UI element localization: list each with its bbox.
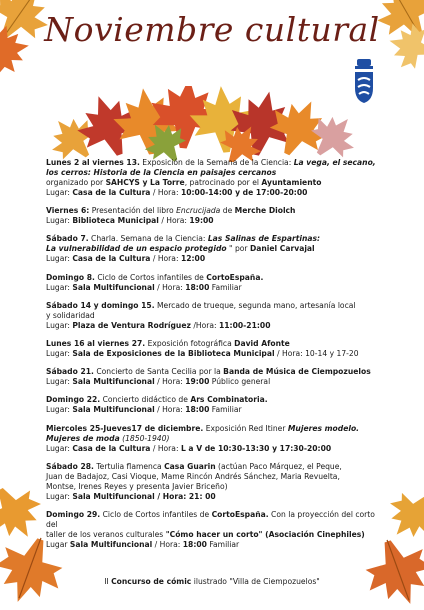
event-item [46, 234, 384, 264]
text-run: " por [226, 244, 250, 254]
text-run: (actúan Paco Márquez, el Peque, [215, 461, 342, 471]
text-run: Sala Multifuncional / Hora: 21: 00 [72, 491, 216, 501]
text-run: David Afonte [234, 338, 290, 348]
text-run: Casa de la Cultura [72, 254, 151, 264]
text-run: Merche Diolch [234, 206, 296, 216]
event-item [46, 367, 384, 387]
event-line [46, 492, 384, 502]
text-run: / Hora: 10-14 y 17-20 [274, 348, 359, 358]
text-run: los cerros: Historia de la Ciencia en paisajes cercanos [46, 168, 277, 177]
text-run: / Hora: [154, 405, 186, 415]
text-run: Lugar: [46, 443, 73, 453]
text-run: 10:00-14:00 y de 17:00-20:00 [180, 188, 308, 197]
text-run: Ciclo de Cortos infantiles de [100, 509, 212, 519]
event-line [46, 216, 384, 226]
text-run: Lunes 16 al viernes 27. [46, 338, 146, 348]
event-line [46, 244, 384, 254]
event-line [46, 168, 384, 178]
text-run: Concierto de Santa Cecilia por la [93, 367, 224, 377]
event-item [46, 462, 384, 502]
text-run: Biblioteca Municipal [72, 216, 159, 226]
text-run: Familiar [209, 405, 242, 415]
text-run: Casa de la Cultura [72, 188, 151, 197]
text-run: La vega, el secano, [293, 158, 376, 167]
text-run: ilustrado "Villa de Ciempozuelos" [191, 577, 320, 586]
event-item [46, 510, 384, 550]
event-line [46, 444, 384, 454]
text-run: Daniel Carvajal [249, 244, 315, 254]
text-run: Miercoles 25-Jueves17 de diciembre. [46, 423, 204, 433]
event-line [46, 472, 384, 482]
text-run: Ayuntamiento [261, 178, 322, 187]
event-item [46, 424, 384, 454]
text-run: 18:00 [185, 282, 210, 292]
event-line [46, 311, 384, 321]
text-run: 19:00 [185, 377, 210, 387]
text-run: Tertulia flamenca [93, 461, 165, 471]
event-line [46, 462, 384, 472]
text-run: Las Salinas de Espartinas: [207, 234, 321, 244]
text-run: 11:00-21:00 [218, 320, 271, 330]
text-run: Casa Guarin [164, 461, 216, 471]
text-run: Exposición fotográfica [145, 338, 235, 348]
text-run: Domingo 8. [46, 272, 95, 282]
text-run: Sala Multifuncional [72, 377, 155, 387]
text-run: Mujeres modelo. [287, 423, 360, 433]
text-run: Familiar [206, 539, 240, 549]
text-run: Lugar: [46, 188, 73, 197]
text-run: Sábado 21. [46, 367, 94, 377]
event-item [46, 339, 384, 359]
text-run: Sábado 14 y domingo 15. [46, 300, 155, 310]
text-run: Lugar [46, 539, 70, 549]
text-run: Lugar: [46, 216, 73, 226]
text-run: , patrocinado por el [184, 178, 262, 187]
text-run: Viernes 6: [46, 206, 90, 216]
event-line [46, 234, 384, 244]
text-run: Sala Multifuncional [72, 405, 155, 415]
event-line [46, 377, 384, 387]
text-run: Sábado 28. [46, 461, 94, 471]
text-run: Ciclo de Cortos infantiles de [94, 272, 207, 282]
event-line [46, 395, 384, 405]
text-run: Lugar: [46, 348, 73, 358]
text-run: / Hora: [150, 443, 181, 453]
page-title: Noviembre cultural [44, 10, 380, 49]
text-run: Casa de la Cultura [72, 443, 151, 453]
text-run: SAHCYS y La Torre [105, 178, 185, 187]
text-run: /Hora: [190, 320, 219, 330]
text-run: / Hora: [152, 539, 183, 549]
text-run: Lugar: [46, 254, 73, 264]
text-run: Lunes 2 al viernes 13. [46, 158, 140, 167]
text-run: Ars Combinatoria. [190, 395, 268, 405]
text-run: 19:00 [189, 216, 214, 226]
text-run: Exposición de la Semana de la Ciencia: [139, 158, 294, 167]
event-line [46, 283, 384, 293]
event-item [46, 206, 384, 226]
autumn-leaves-cluster [40, 86, 370, 162]
text-run: Mujeres de moda [46, 433, 120, 443]
text-run: Presentación del libro [89, 206, 177, 216]
text-run: Lugar: [46, 320, 73, 330]
text-run: (1850-1940) [119, 433, 170, 443]
text-run: Lugar: [46, 405, 73, 415]
event-line [46, 339, 384, 349]
text-run: Concurso de cómic [111, 577, 192, 586]
footer-note [0, 577, 424, 586]
text-run: Banda de Música de Ciempozuelos [223, 367, 371, 377]
text-run: Sala Multifuncional [72, 282, 155, 292]
text-run: Concierto didáctico de [100, 395, 191, 405]
text-run: de [220, 206, 235, 216]
event-line [46, 206, 384, 216]
text-run: / Hora: [150, 188, 181, 197]
text-run: Lugar: [46, 282, 73, 292]
event-line [46, 321, 384, 331]
event-item [46, 395, 384, 415]
event-line [46, 405, 384, 415]
text-run: 12:00 [180, 254, 206, 264]
event-line [46, 530, 384, 540]
event-line [46, 349, 384, 359]
text-run: Público general [209, 377, 271, 387]
event-line [46, 540, 384, 550]
text-run: CortoEspaña. [211, 509, 269, 519]
text-run: Domingo 22. [46, 395, 101, 405]
text-run: Domingo 29. [46, 509, 101, 519]
event-line [46, 367, 384, 377]
event-line [46, 482, 384, 492]
town-crest-icon [352, 58, 376, 104]
text-run: y solidaridad [46, 310, 95, 320]
event-line [46, 510, 384, 530]
text-run: Sábado 7. [46, 234, 89, 244]
text-run: Plaza de Ventura Rodríguez [72, 320, 191, 330]
text-run: Charla. Semana de la Ciencia: [88, 234, 208, 244]
text-run: Lugar: [46, 491, 73, 501]
text-run: La vulnerabilidad de un espacio protegido [46, 244, 227, 254]
text-run: / Hora: [158, 216, 190, 226]
event-line [46, 434, 384, 444]
text-run: II [104, 577, 112, 586]
text-run: Con la proyección del corto del [46, 509, 375, 529]
text-run: 18:00 [185, 405, 210, 415]
event-line [46, 254, 384, 264]
event-line [46, 424, 384, 434]
event-item [46, 273, 384, 293]
text-run: Sala de Exposiciones de la Biblioteca Municipal [72, 348, 275, 358]
text-run: Juan de Badajoz, Casi Vioque, Mame Rincón Andrés Sánchez, Maria Revuelta, [46, 471, 340, 481]
text-run: Sala Multifuncional [69, 539, 153, 549]
event-line [46, 188, 384, 198]
event-line [46, 301, 384, 311]
text-run: Familiar [209, 282, 242, 292]
text-run: "Cómo hacer un corto" (Asociación Cinephiles) [165, 529, 365, 539]
text-run: / Hora: [154, 377, 186, 387]
text-run: Encrucijada [176, 206, 221, 216]
event-line [46, 178, 384, 188]
text-run: organizado por [46, 178, 106, 187]
text-run: L a V de 10:30-13:30 y 17:30-20:00 [180, 443, 332, 453]
text-run: taller de los veranos culturales [46, 529, 166, 539]
text-run: CortoEspaña. [206, 272, 264, 282]
text-run: 18:00 [182, 539, 207, 549]
events-list [46, 158, 384, 558]
event-item [46, 158, 384, 198]
text-run: Mercado de trueque, segunda mano, artesanía local [154, 300, 356, 310]
text-run: Exposición Red Itiner [203, 423, 288, 433]
event-line [46, 273, 384, 283]
event-item [46, 301, 384, 331]
text-run: / Hora: [150, 254, 181, 264]
text-run: Lugar: [46, 377, 73, 387]
event-line [46, 158, 384, 168]
text-run: / Hora: [154, 282, 186, 292]
text-run: Montse, Irenes Reyes y presenta Javier Briceño) [46, 481, 228, 491]
